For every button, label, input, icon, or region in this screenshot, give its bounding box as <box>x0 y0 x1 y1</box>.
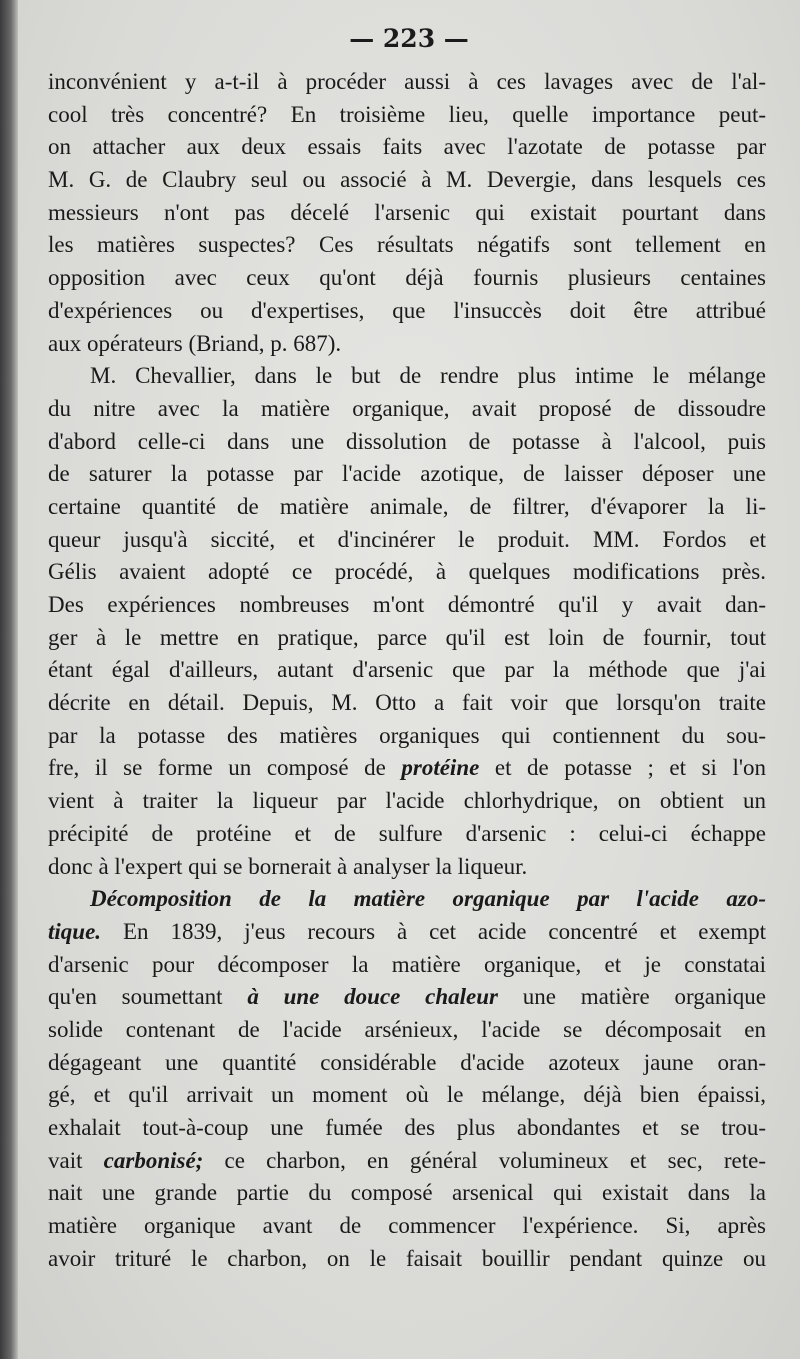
text-line: Des expériences nombreuses m'ont démontré qu'il y avait dan- <box>48 592 766 617</box>
text-line: inconvénient y a-t-il à procéder aussi à ces lavages avec de l'al- <box>48 69 766 94</box>
text-fragment: En 1839, j'eus recours à cet acide concentré et exempt <box>101 918 766 944</box>
text-line: d'arsenic pour décomposer la matière organique, et je constatai <box>48 951 766 977</box>
text-line <box>48 1145 766 1178</box>
italic-phrase-douce-chaleur: à une douce chaleur <box>247 984 498 1010</box>
body-text <box>48 66 766 1275</box>
text-line: décrite en détail. Depuis, M. Otto a fait voir que lorsqu'on traite <box>48 690 766 716</box>
text-line <box>48 883 766 916</box>
text-line: les matières suspectes? Ces résultats négatifs sont tellement en <box>48 232 766 258</box>
text-line: dégageant une quantité considérable d'acide azoteux jaune oran- <box>48 1049 766 1075</box>
text-line <box>48 981 766 1014</box>
page-edge-shadow <box>0 0 18 1359</box>
text-line: certaine quantité de matière animale, de filtrer, d'évaporer la li- <box>48 493 766 519</box>
text-fragment: fre, il se forme un composé de <box>48 755 402 781</box>
text-line: d'expériences ou d'expertises, que l'insuccès doit être attribué <box>48 297 766 323</box>
text-line: gé, et qu'il arrivait un moment où le mélange, déjà bien épaissi, <box>48 1082 766 1108</box>
text-line: M. G. de Claubry seul ou associé à M. Devergie, dans lesquels ces <box>48 167 766 193</box>
text-line: matière organique avant de commencer l'expérience. Si, après <box>48 1213 766 1239</box>
section-heading: Décomposition de la matière organique par l'acide azo- <box>90 886 766 912</box>
text-fragment: une matière organique <box>497 984 767 1010</box>
text-line: Gélis avaient adopté ce procédé, à quelques modifications près. <box>48 559 766 585</box>
text-line: M. Chevallier, dans le but de rendre plus intime le mélange <box>90 363 766 389</box>
text-line: avoir trituré le charbon, on le faisait bouillir pendant quinze ou <box>48 1245 766 1271</box>
text-fragment: vait <box>48 1147 104 1173</box>
text-line: d'abord celle-ci dans une dissolution de potasse à l'alcool, puis <box>48 428 766 454</box>
italic-term-proteine: protéine <box>401 755 480 781</box>
text-fragment: et de potasse ; et si l'on <box>479 755 766 781</box>
text-line: opposition avec ceux qu'ont déjà fournis plusieurs centaines <box>48 265 766 291</box>
text-line <box>48 752 766 785</box>
page-number: — 223 — <box>349 24 469 53</box>
text-line: du nitre avec la matière organique, avait proposé de dissoudre <box>48 395 766 421</box>
book-page <box>18 0 800 1359</box>
text-line: ger à le mettre en pratique, parce qu'il est loin de fournir, tout <box>48 624 766 650</box>
italic-term-carbonise: carbonisé; <box>103 1147 204 1173</box>
text-line: vient à traiter la liqueur par l'acide chlorhydrique, on obtient un <box>48 788 766 814</box>
text-line: messieurs n'ont pas décelé l'arsenic qui existait pourtant dans <box>48 199 766 225</box>
text-line: étant égal d'ailleurs, autant d'arsenic que par la méthode que j'ai <box>48 657 766 683</box>
text-line: par la potasse des matières organiques qui contiennent du sou- <box>48 722 766 748</box>
section-heading-cont: tique. <box>48 918 102 944</box>
text-line: précipité de protéine et de sulfure d'arsenic : celui-ci échappe <box>48 820 766 846</box>
text-line: exhalait tout-à-coup une fumée des plus abondantes et se trou- <box>48 1115 766 1140</box>
text-fragment: qu'en soumettant <box>48 984 248 1010</box>
text-line: solide contenant de l'acide arsénieux, l'acide se décomposait en <box>48 1016 766 1042</box>
text-line: cool très concentré? En troisième lieu, quelle importance peut- <box>48 101 766 127</box>
text-line <box>48 916 766 949</box>
text-line: aux opérateurs (Briand, p. 687). <box>48 330 342 356</box>
text-line: queur jusqu'à siccité, et d'incinérer le produit. MM. Fordos et <box>48 526 766 552</box>
text-line: nait une grande partie du composé arsenical qui existait dans la <box>48 1180 766 1206</box>
text-line: de saturer la potasse par l'acide azotique, de laisser déposer une <box>48 461 766 487</box>
text-fragment: ce charbon, en général volumineux et sec, rete- <box>203 1147 766 1173</box>
text-line: donc à l'expert qui se bornerait à analyser la liqueur. <box>48 853 528 879</box>
text-line: on attacher aux deux essais faits avec l'azotate de potasse par <box>48 134 766 160</box>
